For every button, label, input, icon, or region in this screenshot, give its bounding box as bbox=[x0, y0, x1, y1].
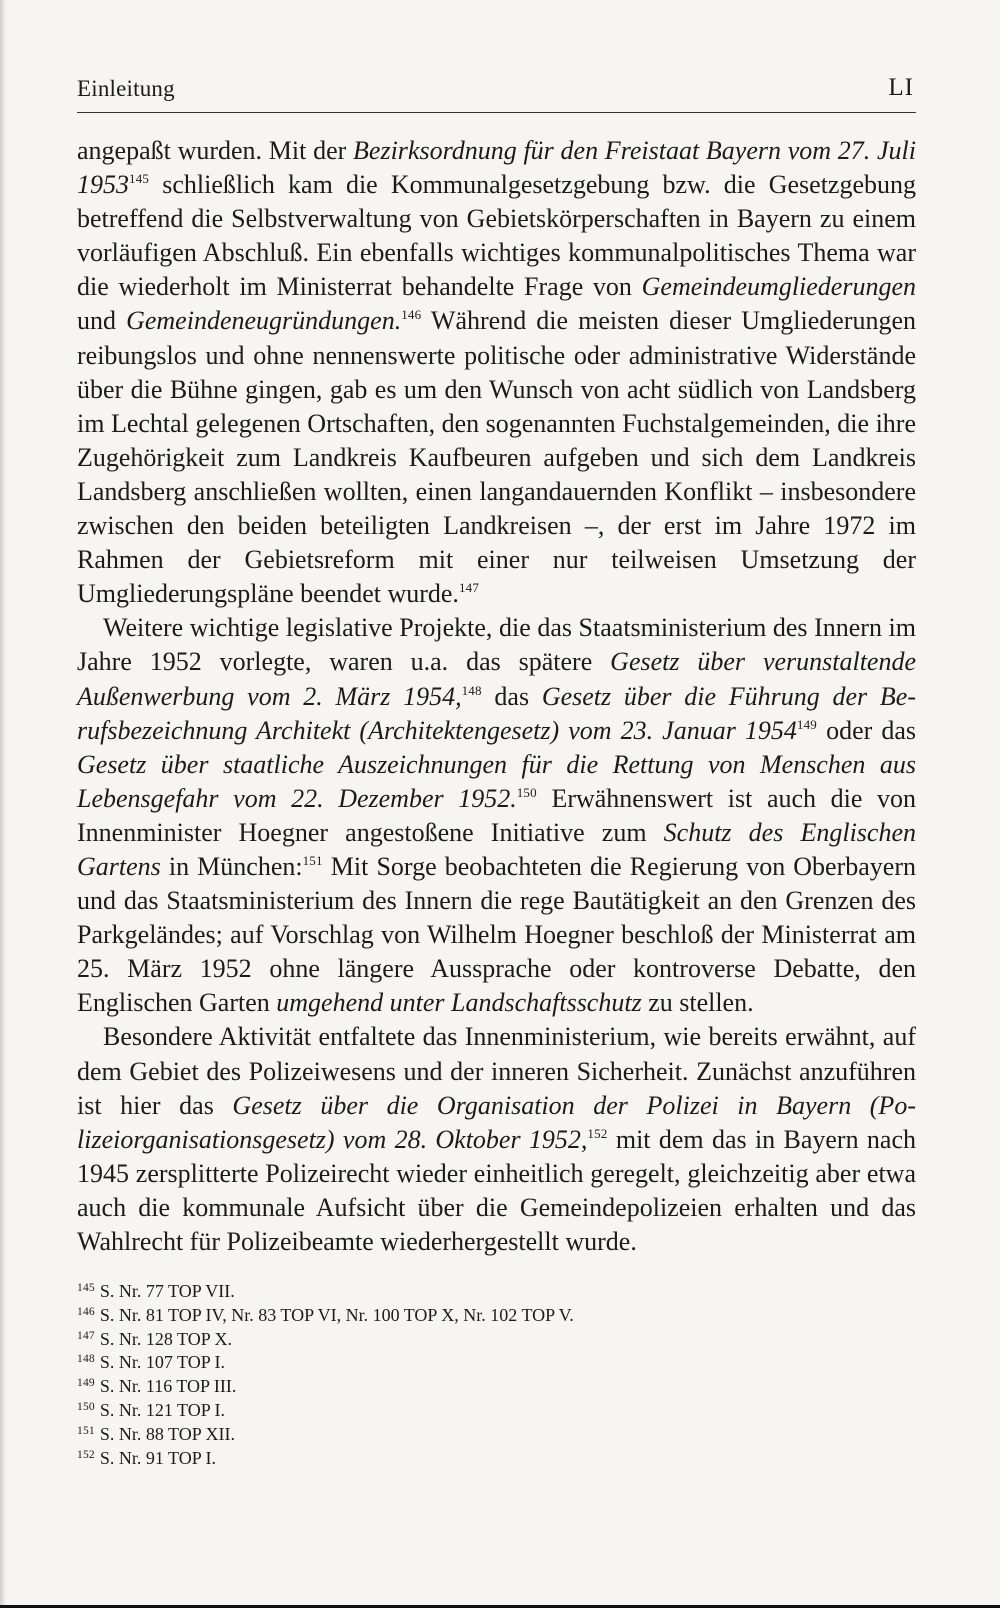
italic-title: Gesetz über verunstaltende Außenwerbung vom 2. März 1954, bbox=[77, 647, 917, 711]
italic-title: Gesetz über die Organisation der Polizei in Bayern (Polizeiorganisationsgesetz) vom 28. Oktober 1952, bbox=[77, 1090, 916, 1154]
footnote-number: 146 bbox=[77, 1305, 95, 1318]
italic-title: Gesetz über die Führung der Berufsbezeichnung Architekt (Architektengesetz) vom 23. Januar 1954 bbox=[77, 681, 916, 745]
footnote-ref-148: 148 bbox=[461, 682, 482, 698]
footnote bbox=[77, 1447, 916, 1471]
text-run: oder das bbox=[817, 715, 916, 745]
italic-term: Gemeindeumgliederungen bbox=[641, 272, 916, 302]
footnote-text: S. Nr. 77 TOP VII. bbox=[99, 1281, 235, 1301]
italic-term: Gemeindeneugründungen. bbox=[126, 306, 402, 336]
text-run: und bbox=[77, 306, 127, 336]
footnote-number: 149 bbox=[77, 1377, 95, 1390]
footnote bbox=[77, 1304, 916, 1328]
text-run: Weitere wichtige legislative Projekte, die das Staatsministerium des Innern im Jahre 1952 vorlegte, waren u.a. das spätere bbox=[77, 613, 916, 677]
footnote-text: S. Nr. 88 TOP XII. bbox=[99, 1423, 236, 1444]
footnote-ref-146: 146 bbox=[401, 307, 422, 323]
footnote-ref-145: 145 bbox=[129, 171, 150, 187]
footnote bbox=[77, 1280, 916, 1304]
footnote-number: 147 bbox=[77, 1329, 95, 1342]
main-text bbox=[77, 134, 916, 1259]
text-run: Besondere Aktivität entfaltete das Innenministerium, wie bereits erwähnt, auf dem Gebiet des Polizeiwesens und der inneren Sicherheit. Zunächst anzuführen ist hier das bbox=[77, 1022, 916, 1120]
footnote-text: S. Nr. 128 TOP X. bbox=[99, 1328, 233, 1349]
footnote bbox=[77, 1328, 916, 1352]
footnotes bbox=[77, 1280, 916, 1470]
text-run: schließlich kam die Kommunalgesetzgebung bzw. die Gesetzgebung betreffend die Selbstverwaltung von Gebietskörperschaften in Bayern zu einem vorläufigen Abschluß. Ein ebenfalls wichtiges kommunalpolitisches Thema war die wiederholt im Ministerrat behandelte Frage von bbox=[77, 170, 916, 302]
footnote-text: S. Nr. 107 TOP I. bbox=[99, 1352, 226, 1373]
footnote-number: 152 bbox=[77, 1448, 95, 1461]
italic-term: umgehend unter Landschaftsschutz bbox=[276, 988, 642, 1018]
footnote-text: S. Nr. 116 TOP III. bbox=[99, 1376, 237, 1397]
footnote-ref-152: 152 bbox=[587, 1125, 608, 1141]
paragraph-1 bbox=[77, 134, 916, 611]
footnote-number: 150 bbox=[77, 1400, 95, 1413]
page-number: LI bbox=[888, 74, 914, 101]
text-run: Mit Sorge beobachteten die Regierung von Oberbayern und das Staatsministerium des Innern die rege Bautätigkeit an den Grenzen des Parkgeländes; auf Vorschlag von Wilhelm Hoegner beschloß der Ministerrat am 25. März 1952 ohne längere Aussprache oder kontroverse Debatte, den Englischen Garten bbox=[77, 851, 916, 1018]
footnote-number: 145 bbox=[77, 1282, 95, 1294]
section-title: Einleitung bbox=[77, 76, 175, 101]
paragraph-2 bbox=[77, 611, 916, 1020]
footnote-text: S. Nr. 81 TOP IV, Nr. 83 TOP VI, Nr. 100 TOP X, Nr. 102 TOP V. bbox=[99, 1304, 574, 1325]
text-run: Während die meisten dieser Umgliederungen reibungslos und ohne nennenswerte politische oder administrative Widerstände über die Bühne gingen, gab es um den Wunsch von acht südlich von Landsberg im Lechtal gelegenen Ortschaften, den sogenannten Fuchstalgemeinden, die ihre Zugehörigkeit zum Landkreis Kaufbeuren aufgeben und sich dem Landkreis Landsberg anschließen wollten, einen langandauernden Konflikt – insbesondere zwischen den beiden beteiligten Landkreisen –, der erst im Jahre 1972 im Rahmen der Gebietsreform mit einer nur teilweisen Umsetzung der Umgliederungspläne beendet wurde. bbox=[77, 306, 917, 609]
text-run: angepaßt wurden. Mit der bbox=[77, 136, 354, 165]
text-run: das bbox=[481, 681, 542, 711]
footnote-ref-150: 150 bbox=[516, 784, 537, 800]
text-run: mit dem das in Bayern nach 1945 zersplitterte Polizeirecht wieder einheitlich geregelt, gleichzeitig aber etwa auch die kommunale Aufsicht über die Gemeindepolizeien erhalten und das Wahlrecht für Polizeibeamte wiederhergestellt wurde. bbox=[77, 1124, 916, 1256]
footnote bbox=[77, 1423, 916, 1447]
running-header bbox=[77, 70, 916, 113]
footnote-ref-151: 151 bbox=[302, 852, 323, 868]
text-run: Erwähnenswert ist auch die von Innenminister Hoegner angestoßene Initiative zum bbox=[77, 783, 917, 847]
page-edge-shadow bbox=[0, 0, 6, 1608]
footnote bbox=[77, 1375, 916, 1399]
paragraph-3 bbox=[77, 1020, 916, 1259]
footnote-ref-149: 149 bbox=[796, 716, 817, 732]
footnote-text: S. Nr. 121 TOP I. bbox=[99, 1399, 226, 1420]
footnote-ref-147: 147 bbox=[458, 580, 480, 596]
italic-title: Bezirksordnung für den Freistaat Bayern vom 27. Juli 1953 bbox=[77, 136, 916, 200]
text-run: in München: bbox=[160, 851, 303, 881]
footnote-text: S. Nr. 91 TOP I. bbox=[99, 1447, 217, 1468]
footnote bbox=[77, 1351, 916, 1375]
footnote-number: 151 bbox=[77, 1424, 95, 1437]
italic-title: Gesetz über staatliche Auszeichnungen für die Rettung von Menschen aus Lebensgefahr vom 22. Dezember 1952. bbox=[77, 749, 916, 813]
footnote bbox=[77, 1399, 916, 1423]
text-run: zu stellen. bbox=[641, 988, 754, 1018]
italic-term: Schutz des Englischen Gartens bbox=[77, 817, 916, 881]
footnote-number: 148 bbox=[77, 1353, 95, 1366]
